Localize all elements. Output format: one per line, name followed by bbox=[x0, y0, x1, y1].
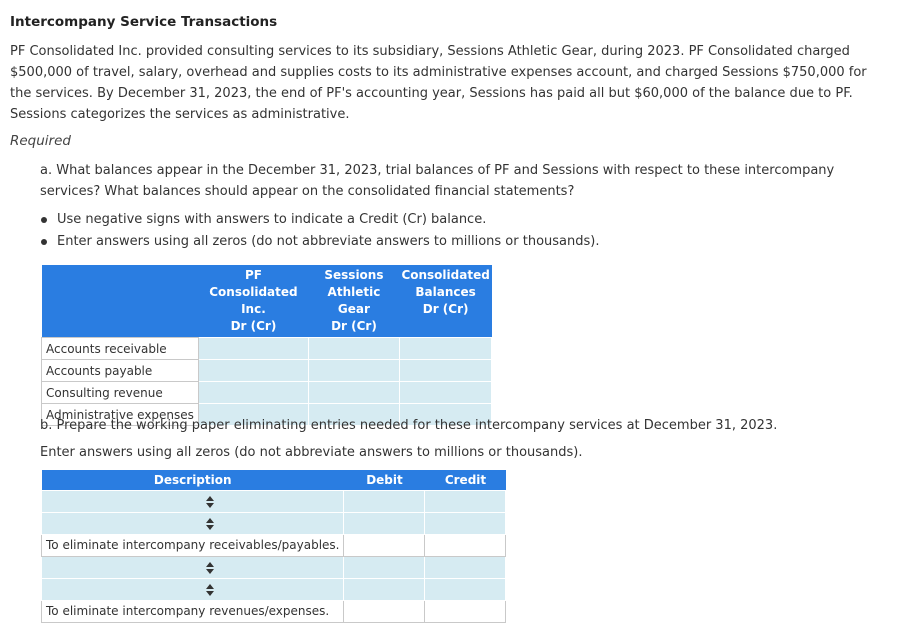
pf-accounts-receivable-input[interactable] bbox=[198, 338, 308, 360]
eliminating-entries-table bbox=[41, 470, 506, 623]
column-header-sessions bbox=[308, 265, 399, 338]
account-select[interactable] bbox=[42, 556, 344, 578]
debit-input[interactable] bbox=[344, 490, 425, 512]
table-row bbox=[42, 556, 506, 578]
balances-table bbox=[41, 265, 492, 426]
table-row bbox=[42, 578, 506, 600]
column-header-line: Dr (Cr) bbox=[230, 319, 277, 333]
table-row bbox=[42, 338, 492, 360]
part-b-question: b. Prepare the working paper eliminating entries needed for these intercompany services at December 31, 2023. bbox=[40, 418, 778, 433]
column-header-consolidated bbox=[399, 265, 491, 338]
row-label-consulting-revenue: Consulting revenue bbox=[42, 382, 199, 404]
pf-consulting-revenue-input[interactable] bbox=[198, 382, 308, 404]
credit-input[interactable] bbox=[425, 556, 506, 578]
row-label-administrative-expenses: Administrative expenses bbox=[42, 404, 199, 426]
row-label-accounts-receivable: Accounts receivable bbox=[42, 338, 199, 360]
column-header-line: Balances bbox=[415, 285, 476, 299]
row-label-accounts-payable: Accounts payable bbox=[42, 360, 199, 382]
account-select[interactable] bbox=[42, 512, 344, 534]
column-header-line: Sessions bbox=[324, 268, 384, 282]
instruction-list bbox=[40, 209, 599, 253]
credit-input[interactable] bbox=[425, 490, 506, 512]
consolidated-accounts-receivable-input[interactable] bbox=[399, 338, 491, 360]
debit-header: Debit bbox=[344, 470, 425, 490]
debit-input[interactable] bbox=[344, 512, 425, 534]
table-row bbox=[42, 600, 506, 622]
table-row bbox=[42, 360, 492, 382]
column-header-pf bbox=[198, 265, 308, 338]
problem-intro: PF Consolidated Inc. provided consulting services to its subsidiary, Sessions Athletic Gear, during 2023. PF Consolidated charged $500,000 of travel, salary, overhead and supplies costs to its administrative expenses account, and charged Sessions $750,000 for the services. By December 31, 2023, the end of PF's accounting year, Sessions has paid all but $60,000 of the balance due to PF. Sessions categorizes the services as administrative. bbox=[10, 44, 867, 122]
sessions-accounts-payable-input[interactable] bbox=[308, 360, 399, 382]
credit-input[interactable] bbox=[425, 578, 506, 600]
column-header-line: PF Consolidated bbox=[209, 268, 298, 299]
consolidated-consulting-revenue-input[interactable] bbox=[399, 382, 491, 404]
instruction-item: Enter answers using all zeros (do not abbreviate answers to millions or thousands). bbox=[40, 231, 599, 253]
balances-header-row bbox=[42, 265, 492, 338]
page-title: Intercompany Service Transactions bbox=[10, 14, 278, 30]
column-header-line: Inc. bbox=[241, 302, 266, 316]
entries-header-row bbox=[42, 470, 506, 490]
select-arrows-icon bbox=[206, 496, 214, 508]
memo-credit-cell bbox=[425, 600, 506, 622]
memo-revenues-expenses: To eliminate intercompany revenues/expenses. bbox=[42, 600, 344, 622]
memo-credit-cell bbox=[425, 534, 506, 556]
memo-debit-cell bbox=[344, 600, 425, 622]
table-row bbox=[42, 490, 506, 512]
select-arrows-icon bbox=[206, 562, 214, 574]
part-a-question: a. What balances appear in the December 31, 2023, trial balances of PF and Sessions with respect to these intercompany services? What balances should appear on the consolidated financial statements? bbox=[40, 163, 835, 199]
part-b-note: Enter answers using all zeros (do not abbreviate answers to millions or thousands). bbox=[40, 445, 583, 460]
debit-input[interactable] bbox=[344, 578, 425, 600]
memo-debit-cell bbox=[344, 534, 425, 556]
table-row bbox=[42, 534, 506, 556]
select-arrows-icon bbox=[206, 518, 214, 530]
row-label-header bbox=[42, 265, 199, 338]
pf-accounts-payable-input[interactable] bbox=[198, 360, 308, 382]
column-header-line: Dr (Cr) bbox=[422, 302, 469, 316]
instruction-item: Use negative signs with answers to indicate a Credit (Cr) balance. bbox=[40, 209, 599, 231]
credit-input[interactable] bbox=[425, 512, 506, 534]
table-row bbox=[42, 512, 506, 534]
table-row bbox=[42, 382, 492, 404]
memo-receivables-payables: To eliminate intercompany receivables/payables. bbox=[42, 534, 344, 556]
description-header: Description bbox=[42, 470, 344, 490]
required-label: Required bbox=[10, 133, 71, 149]
credit-header: Credit bbox=[425, 470, 506, 490]
sessions-accounts-receivable-input[interactable] bbox=[308, 338, 399, 360]
select-arrows-icon bbox=[206, 584, 214, 596]
column-header-line: Dr (Cr) bbox=[331, 319, 377, 333]
column-header-line: Athletic Gear bbox=[327, 285, 381, 316]
debit-input[interactable] bbox=[344, 556, 425, 578]
account-select[interactable] bbox=[42, 578, 344, 600]
column-header-line: Consolidated bbox=[401, 268, 490, 282]
sessions-consulting-revenue-input[interactable] bbox=[308, 382, 399, 404]
consolidated-accounts-payable-input[interactable] bbox=[399, 360, 491, 382]
account-select[interactable] bbox=[42, 490, 344, 512]
